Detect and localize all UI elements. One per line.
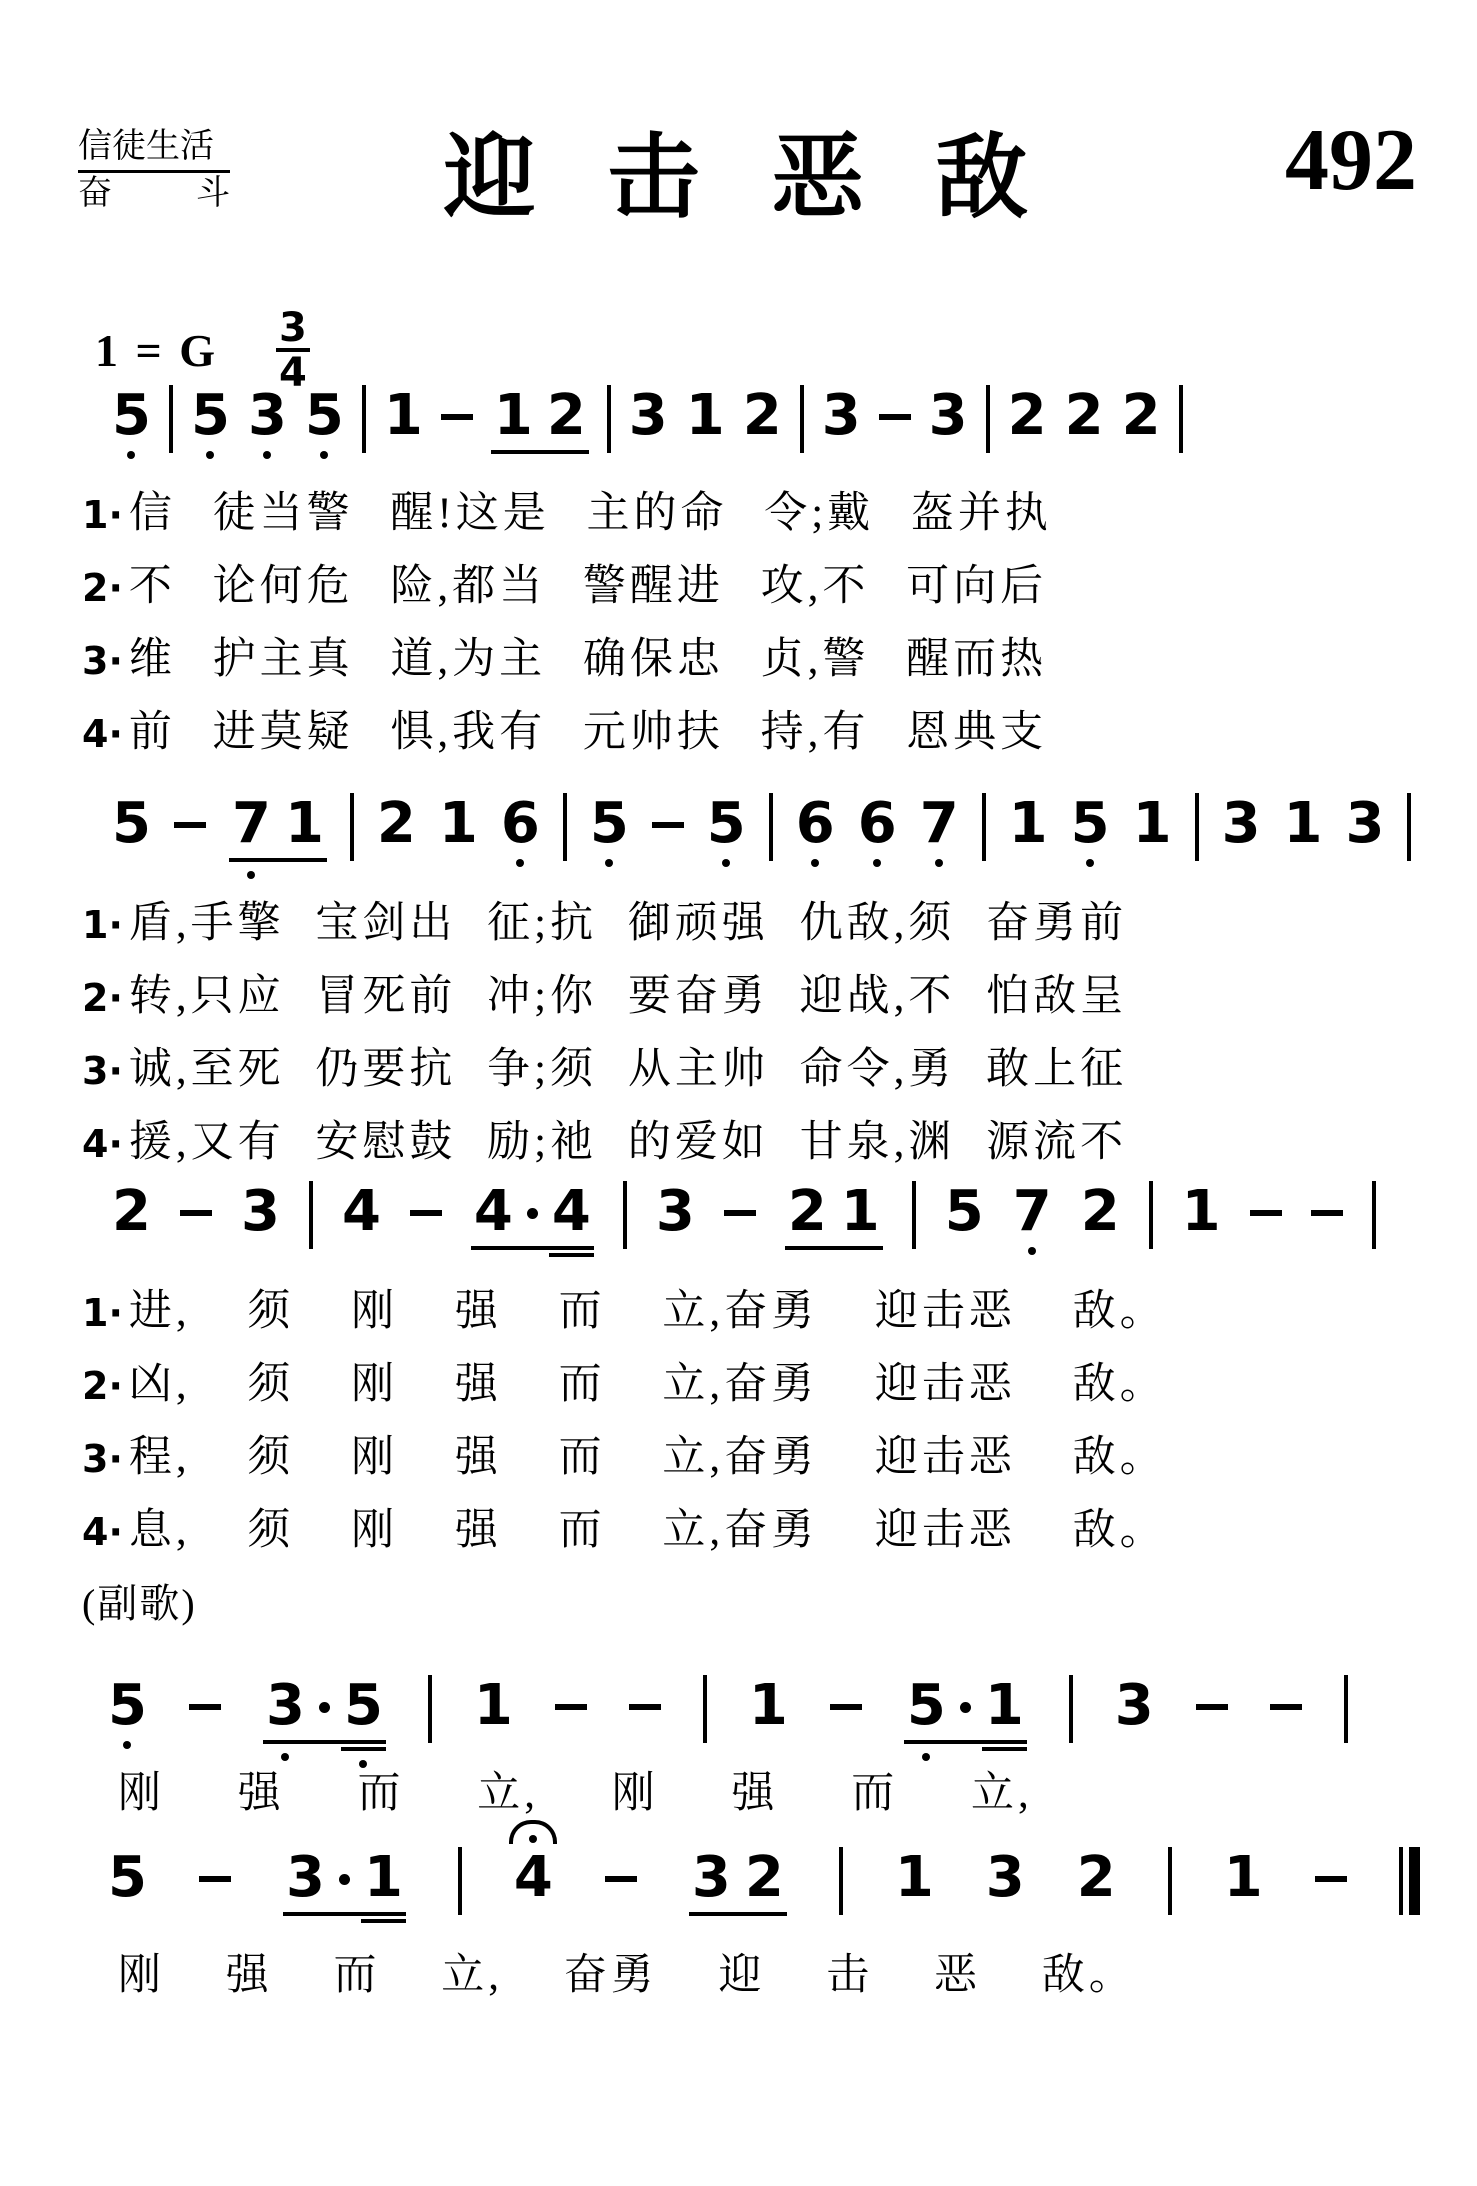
note: 5 <box>906 1673 946 1738</box>
verse-number: 2· <box>82 566 123 610</box>
note: 2 <box>546 383 586 448</box>
final-barline-thick <box>1409 1847 1420 1915</box>
note: 3 <box>821 383 861 448</box>
verse-block-2 <box>82 902 1127 1194</box>
verse-text: 维 护主真 道,为主 确保忠 贞,警 醒而热 <box>128 636 1048 683</box>
note: 6 <box>795 791 835 856</box>
music-line-3 <box>112 1179 1376 1250</box>
barline <box>703 1675 707 1743</box>
note: 7 <box>919 791 959 856</box>
note: 5 <box>706 791 746 856</box>
note: 3 <box>240 1179 280 1244</box>
verse-text: 诚,至死 仍要抗 争;须 从主帅 命令,勇 敢上征 <box>128 1046 1128 1093</box>
barline <box>563 793 567 861</box>
barline <box>1168 1847 1172 1915</box>
note-with-fermata: 4 <box>513 1845 553 1910</box>
beam-group <box>904 1673 1027 1744</box>
verse-number: 3· <box>82 1049 123 1093</box>
beam-group <box>785 1179 883 1250</box>
verse-text: 援,又有 安慰鼓 励;祂 的爱如 甘泉,渊 源流不 <box>128 1119 1128 1166</box>
verse-text: 凶, 须 刚 强 而 立,奋勇 迎击恶 敌。 <box>128 1361 1167 1408</box>
beam-group <box>491 383 589 454</box>
dash-line <box>441 414 473 420</box>
beam-group <box>283 1845 406 1916</box>
note: 3 <box>628 383 668 448</box>
barline <box>1372 1181 1376 1249</box>
chorus-lyrics-line-1: 刚 强 而 立, 刚 强 而 立, <box>118 1770 1033 1817</box>
final-barline <box>1399 1847 1420 1915</box>
barline <box>1407 793 1411 861</box>
dash-line <box>724 1210 756 1216</box>
note: 3 <box>691 1845 731 1910</box>
note: 1 <box>685 383 725 448</box>
verse-number: 4· <box>82 1510 123 1554</box>
note: 2 <box>787 1179 827 1244</box>
music-line-5 <box>108 1845 1420 1916</box>
note: 1 <box>284 791 324 856</box>
beam-group <box>689 1845 787 1916</box>
chorus-label: (副歌) <box>82 1581 197 1626</box>
barline <box>1069 1675 1073 1743</box>
category-line1: 信徒生活 <box>78 126 230 173</box>
note: 1 <box>363 1845 403 1910</box>
note: 7 <box>231 791 271 856</box>
dash-line <box>189 1704 221 1710</box>
verse-block-3 <box>82 1290 1167 1582</box>
time-denominator: 4 <box>276 348 310 393</box>
verse-line <box>82 565 1052 608</box>
note: 5 <box>589 791 629 856</box>
barline <box>982 793 986 861</box>
verse-line <box>82 1509 1167 1552</box>
verse-text: 息, 须 刚 强 而 立,奋勇 迎击恶 敌。 <box>128 1507 1167 1554</box>
beam-group <box>263 1673 386 1744</box>
barline <box>839 1847 843 1915</box>
verse-text: 转,只应 冒死前 冲;你 要奋勇 迎战,不 怕敌呈 <box>128 973 1128 1020</box>
barline <box>309 1181 313 1249</box>
note: 1 <box>383 383 423 448</box>
note: 4 <box>551 1179 591 1244</box>
note: 2 <box>1076 1845 1116 1910</box>
page-title: 迎 击 恶 敌 <box>443 124 1034 231</box>
note: 3 <box>1345 791 1385 856</box>
note: 3 <box>985 1845 1025 1910</box>
dash-line <box>1250 1210 1282 1216</box>
note: 4 <box>341 1179 381 1244</box>
barline <box>458 1847 462 1915</box>
barline <box>1344 1675 1348 1743</box>
note: 6 <box>857 791 897 856</box>
barline <box>1179 385 1183 453</box>
note: 5 <box>112 791 151 856</box>
dot-separator <box>339 1874 350 1885</box>
note: 5 <box>304 383 344 448</box>
barline <box>1149 1181 1153 1249</box>
verse-number: 4· <box>82 1122 123 1166</box>
note: 3 <box>1114 1673 1154 1738</box>
note: 5 <box>112 383 151 448</box>
note: 3 <box>928 383 968 448</box>
verse-number: 1· <box>82 1291 123 1335</box>
dash-line <box>1315 1876 1347 1882</box>
note: 2 <box>744 1845 784 1910</box>
verse-number: 2· <box>82 1364 123 1408</box>
note: 1 <box>473 1673 513 1738</box>
music-line-2 <box>112 791 1411 862</box>
note: 2 <box>742 383 782 448</box>
barline <box>986 385 990 453</box>
verse-number: 2· <box>82 976 123 1020</box>
dot-separator <box>527 1208 538 1219</box>
note: 1 <box>894 1845 934 1910</box>
note: 5 <box>944 1179 984 1244</box>
note: 7 <box>1012 1179 1052 1244</box>
chorus-lyrics-line-2: 刚 强 而 立, 奋勇 迎 击 恶 敌。 <box>118 1952 1136 1999</box>
verse-line <box>82 711 1052 754</box>
note: 5 <box>108 1845 147 1910</box>
note: 5 <box>190 383 230 448</box>
final-barline-thin <box>1399 1847 1403 1915</box>
dash-line <box>652 822 684 828</box>
verse-text: 信 徒当警 醒!这是 主的命 令;戴 盔并执 <box>128 490 1052 537</box>
note: 2 <box>376 791 416 856</box>
verse-line <box>82 1048 1127 1091</box>
barline <box>362 385 366 453</box>
note: 3 <box>655 1179 695 1244</box>
verse-line <box>82 902 1127 945</box>
note: 1 <box>748 1673 788 1738</box>
note: 2 <box>1007 383 1047 448</box>
barline <box>428 1675 432 1743</box>
beam-group <box>471 1179 594 1250</box>
note: 5 <box>108 1673 147 1738</box>
verse-number: 1· <box>82 903 123 947</box>
dash-line <box>605 1876 637 1882</box>
note: 1 <box>984 1673 1024 1738</box>
music-line-1 <box>112 383 1183 454</box>
note: 3 <box>247 383 287 448</box>
barline <box>1195 793 1199 861</box>
note: 6 <box>500 791 540 856</box>
dash-line <box>410 1210 442 1216</box>
note: 1 <box>840 1179 880 1244</box>
dash-line <box>1311 1210 1343 1216</box>
barline <box>607 385 611 453</box>
note: 5 <box>1070 791 1110 856</box>
verse-number: 3· <box>82 1437 123 1481</box>
key-signature: 1 = G <box>95 324 218 376</box>
verse-line <box>82 638 1052 681</box>
barline <box>350 793 354 861</box>
barline <box>623 1181 627 1249</box>
note: 1 <box>1132 791 1172 856</box>
note: 3 <box>265 1673 305 1738</box>
dash-line <box>629 1704 661 1710</box>
note: 5 <box>343 1673 383 1738</box>
verse-text: 盾,手擎 宝剑出 征;抗 御顽强 仇敌,须 奋勇前 <box>128 900 1128 947</box>
verse-line <box>82 975 1127 1018</box>
note: 1 <box>493 383 533 448</box>
dash-line <box>180 1210 212 1216</box>
dash-line <box>830 1704 862 1710</box>
verse-line <box>82 1363 1167 1406</box>
category-line2: 奋 斗 <box>78 174 230 212</box>
note: 1 <box>1008 791 1048 856</box>
barline <box>169 385 173 453</box>
note: 2 <box>112 1179 151 1244</box>
dot-separator <box>319 1702 330 1713</box>
note: 3 <box>285 1845 325 1910</box>
note: 2 <box>1080 1179 1120 1244</box>
verse-line <box>82 1290 1167 1333</box>
verse-line <box>82 1436 1167 1479</box>
note: 1 <box>1181 1179 1221 1244</box>
verse-text: 前 进莫疑 惧,我有 元帅扶 持,有 恩典支 <box>128 709 1048 756</box>
verse-text: 程, 须 刚 强 而 立,奋勇 迎击恶 敌。 <box>128 1434 1167 1481</box>
dash-line <box>879 414 911 420</box>
note: 3 <box>1221 791 1261 856</box>
note: 1 <box>1283 791 1323 856</box>
dash-line <box>1270 1704 1302 1710</box>
dash-line <box>555 1704 587 1710</box>
note: 1 <box>1223 1845 1263 1910</box>
note: 1 <box>438 791 478 856</box>
note: 4 <box>473 1179 513 1244</box>
beam-group <box>229 791 327 862</box>
hymn-number: 492 <box>1285 112 1417 209</box>
barline <box>912 1181 916 1249</box>
note: 2 <box>1064 383 1104 448</box>
verse-text: 进, 须 刚 强 而 立,奋勇 迎击恶 敌。 <box>128 1288 1167 1335</box>
verse-line <box>82 492 1052 535</box>
dot-separator <box>960 1702 971 1713</box>
dash-line <box>174 822 206 828</box>
barline <box>769 793 773 861</box>
verse-block-1 <box>82 492 1052 784</box>
verse-number: 1· <box>82 493 123 537</box>
dash-line <box>1196 1704 1228 1710</box>
dash-line <box>199 1876 231 1882</box>
barline <box>800 385 804 453</box>
verse-line <box>82 1121 1127 1164</box>
verse-number: 3· <box>82 639 123 683</box>
music-line-4 <box>108 1673 1348 1744</box>
verse-text: 不 论何危 险,都当 警醒进 攻,不 可向后 <box>128 563 1048 610</box>
time-numerator: 3 <box>279 304 307 351</box>
time-signature <box>276 304 310 396</box>
verse-number: 4· <box>82 712 123 756</box>
note: 2 <box>1121 383 1161 448</box>
